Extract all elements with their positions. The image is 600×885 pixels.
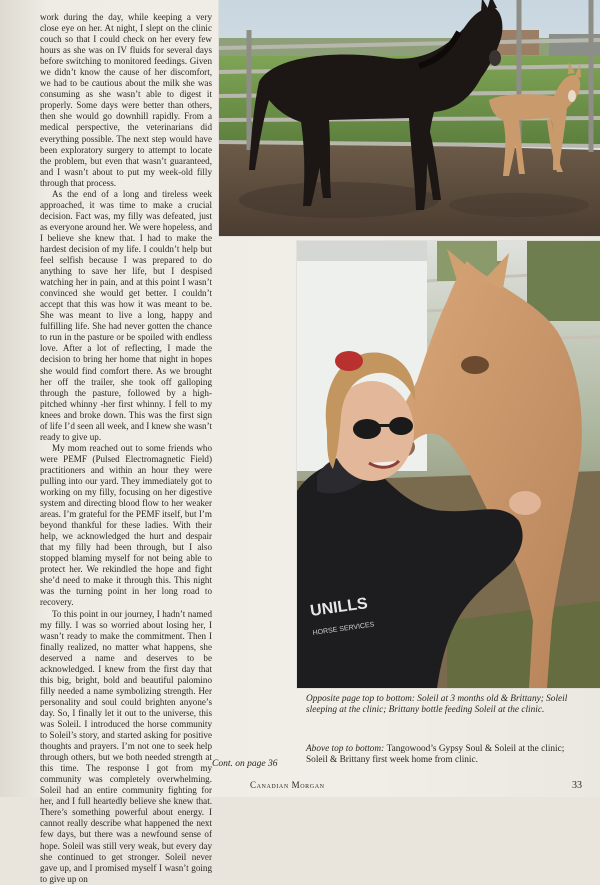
mare-foal-illustration [219, 0, 600, 236]
continued-note: Cont. on page 36 [212, 759, 278, 769]
article-text-column [40, 12, 212, 885]
caption-above [306, 744, 588, 767]
page-number: 33 [572, 780, 582, 791]
photo-woman-with-foal [297, 241, 600, 688]
woman-foal-illustration [297, 241, 600, 688]
caption-opposite-page: Opposite page top to bottom: Soleil at 3 months old & Brittany; Soleil sleeping at the clinic; Brittany bottle feeding Soleil at the clinic. [306, 694, 568, 716]
article-paragraph: My mom reached out to some friends who were PEMF (Pulsed Electromagnetic Field) practitioners and within an hour they were pulling into our yard. They immediately got to working on my filly, focusing on her digestive system and directing blood flow to her weaker areas. I’m grateful for the PEMF itself, but I’m beyond thankful for these ladies. With their help, we acknowledged the hurt and despair that my filly had been through, but I also stopped blaming myself for not being able to protect her. We rekindled the hope and fight she’d need to make it through this. This night was the turning point in her long road to recovery. [40, 442, 212, 608]
caption-above-text: Tangowood’s Gypsy Soul & Soleil at the clinic; Soleil & Brittany first week home from clinic. [306, 744, 565, 766]
photo-mare-and-foal [219, 0, 600, 236]
jacket-brand-text: UNILLS [309, 595, 369, 620]
caption-above-prefix: Above top to bottom: [306, 744, 387, 754]
article-paragraph: To this point in our journey, I hadn’t named my filly. I was so worried about losing her, I wasn’t ready to make the commitment. Then I finally realized, no matter what happens, she deserved a name and deserves to be acknowledged. I knew from the first day that this big, bright, bold and beautiful palomino filly needed a name symbolizing strength. Her personality and soul could brighten anyone’s day. So, I finally let it out to the universe, this was Soleil. I introduced the horse community to Soleil’s story, and started asking for positive thoughts and prayers. I’m not one to seek help through others, but we both needed strength at this time. The response I got from my community was completely overwhelming. Soleil had an entire community fighting for her, and I full heartedly believe she knew that. There’s something powerful about energy. I cannot really describe what happened the next few days, but there was a newfound sense of hope. Soleil was still very weak, but every day she continued to get stronger. Soleil never gave up, and I promised myself I wasn’t going to give up on [40, 608, 212, 884]
publication-name: Canadian Morgan [250, 780, 325, 790]
article-paragraph: As the end of a long and tireless week approached, it was time to make a crucial decision. Fact was, my filly was defeated, just as everyone around her. We were hopeless, and I believe she knew that. I had to make the hardest decision of my life. I couldn’t help but feel selfish because I was prepared to do anything to save her life, but I despised watching her in pain, and at this point I wasn’t convinced she would get better. I couldn’t accept that this was how it was meant to be. She was meant to live a long, happy and fulfilling life. She had never gotten the chance to run in the pasture or be spoiled with endless love. After a lot of reflecting, I made the decision to bring her home that night in hopes she would find comfort there. As we brought her off the trailer, she took off galloping through the pasture, followed by a high-pitched whinny -her first whinny. I fell to my knees and broke down. This was the first sign of life I’d seen all week, and I knew she wasn’t ready to give up. [40, 188, 212, 442]
jacket-sub-text: HORSE SERVICES [312, 621, 375, 637]
article-paragraph: work during the day, while keeping a very close eye on her. At night, I slept on the clinic couch so that I could check on her every few hours as she was on IV fluids for several days before switching to monitored feedings. Given we didn’t know the cause of her discomfort, we had to be cautious about the milk she was consuming as she wasn’t able to digest it properly. Some days were better than others, then she would go downhill rapidly. From a medical perspective, the veterinarians did everything possible. The next step would have been exploratory surgery to attempt to locate the problem, but even that wasn’t guaranteed, and I wasn’t about to put my week-old filly through that process. [40, 12, 212, 188]
